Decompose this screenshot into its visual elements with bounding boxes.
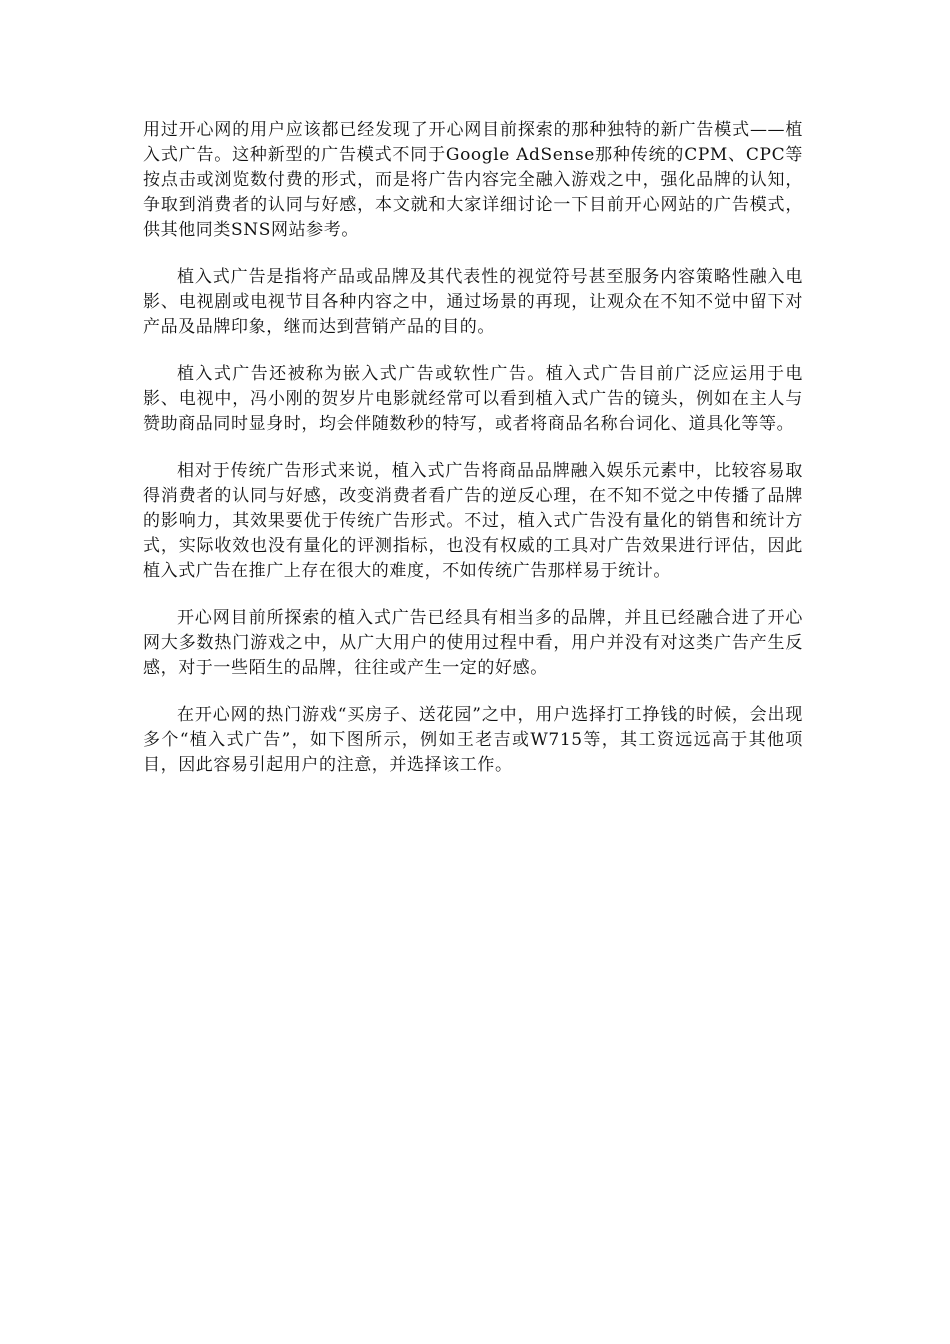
paragraph-kaixin-brands: 开心网目前所探索的植入式广告已经具有相当多的品牌，并且已经融合进了开心网大多数热门游戏之中，从广大用户的使用过程中看，用户并没有对这类广告产生反感，对于一些陌生的品牌，往往或产生一定的好感。 [143,608,803,678]
paragraph-intro: 用过开心网的用户应该都已经发现了开心网目前探索的那种独特的新广告模式——植入式广告。这种新型的广告模式不同于Google AdSense那种传统的CPM、CPC等按点击或浏览数付费的形式，而是将广告内容完全融入游戏之中，强化品牌的认知，争取到消费者的认同与好感，本文就和大家详细讨论一下目前开心网站的广告模式，供其他同类SNS网站参考。 [143,120,803,240]
document-body [143,118,803,800]
paragraph-examples: 植入式广告还被称为嵌入式广告或软性广告。植入式广告目前广泛应运用于电影、电视中，冯小刚的贺岁片电影就经常可以看到植入式广告的镜头，例如在主人与赞助商品同时显身时，均会伴随数秒的特写，或者将商品名称台词化、道具化等等。 [143,364,803,434]
paragraph-definition: 植入式广告是指将产品或品牌及其代表性的视觉符号甚至服务内容策略性融入电影、电视剧或电视节目各种内容之中，通过场景的再现，让观众在不知不觉中留下对产品及品牌印象，继而达到营销产品的目的。 [143,267,803,337]
paragraph-game-example: 在开心网的热门游戏“买房子、送花园”之中，用户选择打工挣钱的时候，会出现多个“植入式广告”，如下图所示，例如王老吉或W715等，其工资远远高于其他项目，因此容易引起用户的注意，并选择该工作。 [143,705,803,775]
paragraph-comparison: 相对于传统广告形式来说，植入式广告将商品品牌融入娱乐元素中，比较容易取得消费者的认同与好感，改变消费者看广告的逆反心理，在不知不觉之中传播了品牌的影响力，其效果要优于传统广告形式。不过，植入式广告没有量化的销售和统计方式，实际收效也没有量化的评测指标，也没有权威的工具对广告效果进行评估，因此植入式广告在推广上存在很大的难度，不如传统广告那样易于统计。 [143,461,803,581]
